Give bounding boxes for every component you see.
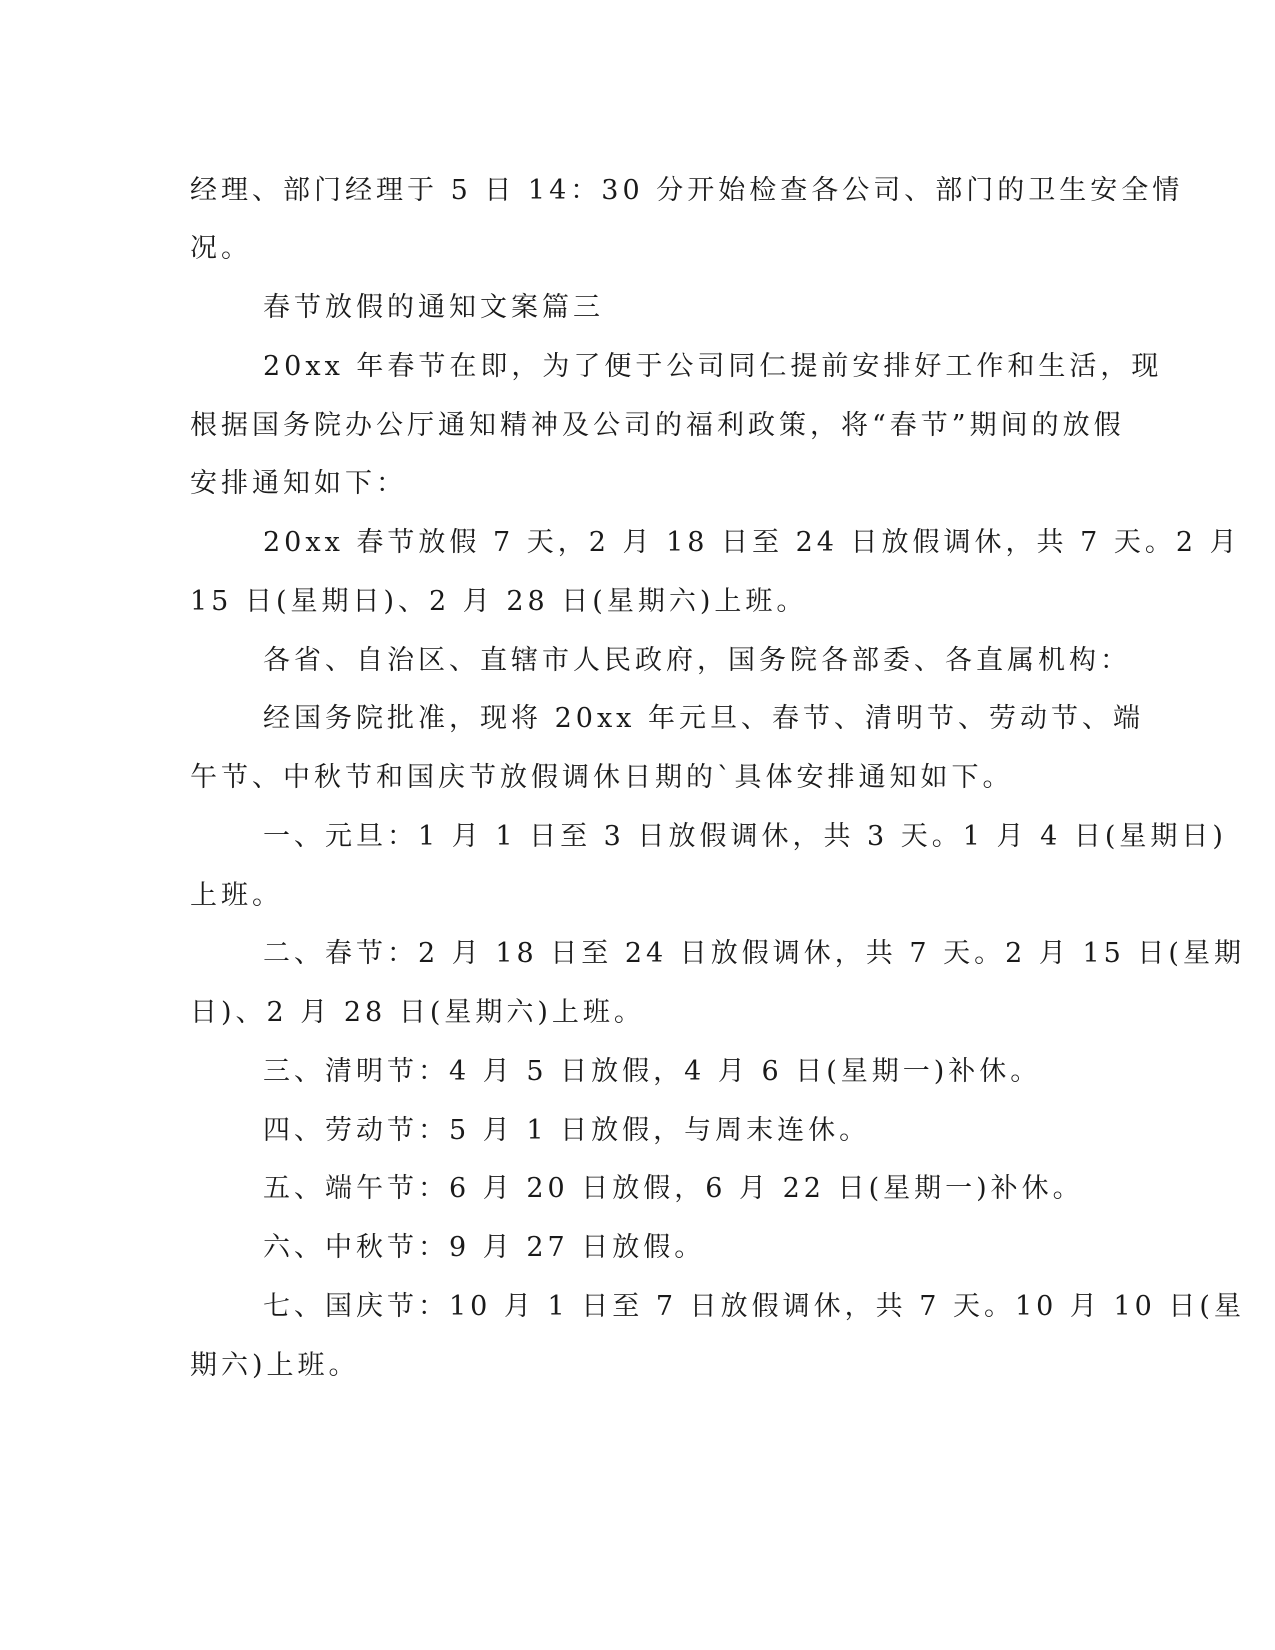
text-line-10: 经国务院批准，现将 20xx 年元旦、春节、清明节、劳动节、端 [263, 703, 1144, 734]
text-line-11: 午节、中秋节和国庆节放假调休日期的`具体安排通知如下。 [190, 762, 1014, 793]
text-line-5: 根据国务院办公厅通知精神及公司的福利政策，将“春节”期间的放假 [190, 410, 1125, 441]
text-line-1: 经理、部门经理于 5 日 14：30 分开始检查各公司、部门的卫生安全情 [190, 175, 1184, 206]
list-item-laodong: 四、劳动节：5 月 1 日放假，与周末连休。 [263, 1115, 871, 1146]
list-item-guoqing: 七、国庆节：10 月 1 日至 7 日放假调休，共 7 天。10 月 10 日(星 [263, 1291, 1245, 1322]
text-line-6: 安排通知如下： [190, 468, 407, 499]
list-item-guoqing-cont: 期六)上班。 [190, 1350, 360, 1381]
list-item-yuandan: 一、元旦：1 月 1 日至 3 日放假调休，共 3 天。1 月 4 日(星期日) [263, 821, 1227, 852]
text-line-9: 各省、自治区、直辖市人民政府，国务院各部委、各直属机构： [263, 645, 1131, 676]
list-item-qingming: 三、清明节：4 月 5 日放假，4 月 6 日(星期一)补休。 [263, 1056, 1042, 1087]
text-line-8: 15 日(星期日)、2 月 28 日(星期六)上班。 [190, 586, 808, 617]
text-line-7: 20xx 春节放假 7 天，2 月 18 日至 24 日放假调休，共 7 天。2 月 [263, 527, 1241, 558]
section-heading: 春节放假的通知文案篇三 [263, 292, 604, 323]
list-item-zhongqiu: 六、中秋节：9 月 27 日放假。 [263, 1232, 706, 1263]
list-item-duanwu: 五、端午节：6 月 20 日放假，6 月 22 日(星期一)补休。 [263, 1173, 1084, 1204]
text-line-2: 况。 [190, 233, 252, 264]
list-item-chunjie-cont: 日)、2 月 28 日(星期六)上班。 [190, 997, 645, 1028]
text-line-4: 20xx 年春节在即，为了便于公司同仁提前安排好工作和生活，现 [263, 351, 1163, 382]
list-item-yuandan-cont: 上班。 [190, 880, 283, 911]
list-item-chunjie: 二、春节：2 月 18 日至 24 日放假调休，共 7 天。2 月 15 日(星期 [263, 938, 1245, 969]
